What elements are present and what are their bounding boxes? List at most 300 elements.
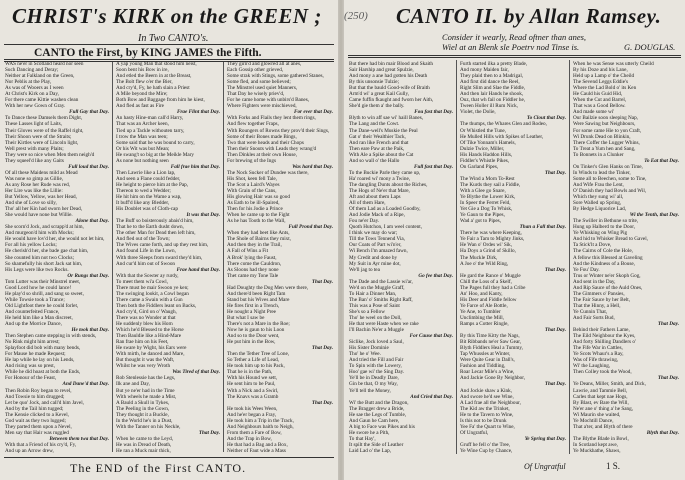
- verse-line: From them a Fare of Bow,: [227, 429, 282, 436]
- verse-line: And Fair Sorts Bud,: [573, 314, 615, 321]
- verse-line: Or his Wit was but Mean;: [116, 145, 170, 152]
- verse-line: His Doublet was of Cloth-cap: [116, 206, 178, 213]
- verse-line: Now he is gaun to his Loon: [227, 327, 285, 334]
- left-page: [0, 0, 338, 480]
- verse-line: The Bragger drew a Bride,: [349, 405, 405, 412]
- verse-line: Then Colley took the Wood,: [573, 369, 632, 376]
- verse-line: Two that were heads and their Chops: [227, 139, 304, 146]
- verse-line: Thereon to wed a Wedder;: [116, 187, 171, 194]
- handwritten-page-mark: (250): [344, 10, 368, 22]
- verse-line: Then Lawrie like a Lion lap,: [116, 169, 176, 176]
- verse-line: The Ban' o' Smiths Right Raff,: [349, 296, 413, 303]
- canto-two-column-2: [460, 61, 566, 454]
- catch-word: Of Ungratful: [524, 462, 566, 471]
- verse-line: They girn'd and glowred all at anes,: [227, 61, 302, 67]
- verse-line: With a Nick and a Swirl,: [227, 387, 279, 394]
- verse-line: As any Rose her Rude was red,: [5, 181, 70, 188]
- verse-line: Our Coats of Part wi'n'er,: [349, 242, 402, 249]
- verse-line: Ye Mochtill Dance,: [573, 417, 614, 424]
- verse-line: Fou ne'er Day.: [349, 218, 380, 225]
- verse-line: There came a Swain with a Gun: [116, 296, 183, 303]
- verse-line: While he did hoast at both the Ends,: [5, 369, 81, 376]
- verse-line: And Jockie shaw a Kink,: [460, 387, 513, 394]
- stanza-refrain: Was hard that Day.: [292, 163, 333, 170]
- verse-line: He sent him to be Paul,: [227, 381, 276, 388]
- verse-line: And murgeon'd him with Mocks;: [5, 230, 74, 237]
- verse-line: And the Kindness of a Bouse,: [573, 260, 635, 267]
- verse-line: To Treat a Yum hen and Sang,: [573, 145, 636, 152]
- stanza-refrain: He took that Day.: [71, 327, 109, 334]
- verse-line: Yee Fa' the Quart to Wine,: [460, 423, 515, 430]
- verse-line: Fiddler's Whistle Pikes,: [460, 157, 510, 164]
- verse-line: And up the Morrice Dance,: [5, 321, 62, 328]
- verse-line: He Wan o' Ordes wi' Sik,: [460, 242, 513, 249]
- verse-line: On Tinker's Glen Hanks on Time,: [573, 163, 643, 170]
- canto-one-heading: CANTO the First, by KING JAMES the Fifth.: [34, 47, 262, 59]
- verse-line: Aft and about them Laps: [349, 194, 401, 201]
- verse-line: Rob Stenlessie has the Legs,: [116, 375, 176, 382]
- verse-line: For some came Hie to yon Craft,: [573, 127, 642, 134]
- verse-line: For he came home with unbirs'd Banes,: [227, 97, 310, 104]
- stanza-refrain: Fall frae him that Day.: [170, 163, 220, 170]
- verse-line: Ne'er ane o' thing a' he Sang,: [573, 405, 633, 412]
- column-divider: [223, 62, 224, 452]
- verse-line: And fled out of the Town;: [116, 236, 170, 243]
- stanza-refrain: Full Gay that Day.: [69, 109, 109, 116]
- verse-line: Then their Snouts with Leads they wrang'd: [227, 145, 317, 152]
- verse-line: A Fall of Wins a Fit: [227, 248, 269, 255]
- verse-line: Which they sung wi' all,: [573, 194, 624, 201]
- verse-line: He was in Dread of Death,: [116, 441, 172, 448]
- stanza-refrain: Was Tired of that Day.: [172, 369, 220, 376]
- verse-line: Laid Lad o' the Lap,: [349, 448, 391, 454]
- column-divider: [456, 60, 457, 454]
- verse-line: And mony a ane had gotten his Death: [349, 73, 428, 80]
- verse-line: For brewing of the Ings: [227, 157, 276, 164]
- stanza-refrain: Or Rungs that Day.: [67, 272, 109, 279]
- verse-line: As was of Wooers as I ween: [5, 85, 64, 92]
- verse-line: Then Bauldie like a Hind-Mare: [116, 333, 182, 340]
- verse-line: Tied up a Tackle withouten tarry,: [116, 127, 185, 134]
- verse-line: Ouz, that wh fail on Fiddler he,: [460, 97, 526, 104]
- verse-line: Some said that he was bound to carry,: [116, 139, 195, 146]
- verse-line: He swore he a Pith,: [349, 429, 390, 436]
- verse-line: He nought a Night Pree: [227, 308, 276, 315]
- verse-line: Furth started ilka a pretty Blade,: [460, 61, 528, 67]
- verse-line: Were Sawing but Neighbours,: [573, 121, 636, 128]
- verse-line: Men say that Hair was ruggled: [5, 429, 69, 436]
- verse-line: Ye'll be in Deadly Dare,: [349, 375, 399, 382]
- verse-line: With mirth, he danced and Mare,: [116, 351, 185, 358]
- verse-line: The Hogs of Ne'er that Mare,: [349, 187, 410, 194]
- stanza-refrain: Blyth that Day.: [646, 429, 679, 436]
- verse-line: We'll jag to tea: [349, 266, 380, 273]
- verse-line: Carles that kept nae Hogs,: [573, 393, 628, 400]
- verse-line: While Towsie took a Trance;: [5, 296, 65, 303]
- verse-line: Ye Muckhathe, Shaws,: [573, 448, 621, 454]
- verse-line: Tho' all her Kin had sworn her Dead,: [5, 206, 82, 213]
- stanza-refrain: That Day.: [311, 399, 333, 406]
- verse-line: Their Shoon were of the Straits;: [5, 133, 72, 140]
- verse-line: Tom Lutter was their Minstrel meet,: [5, 278, 81, 285]
- right-page: [344, 0, 685, 480]
- verse-line: The Knavs was a Gramb: [227, 393, 279, 400]
- verse-line: Then both the Fiddlers leant on Backs,: [116, 302, 197, 309]
- verse-line: As he has Tooth to the Wall,: [227, 218, 286, 225]
- verse-line: Where the Lad Bold o' its Ken: [573, 85, 637, 92]
- verse-line: O' Danish they had Bowls and Wil,: [573, 187, 647, 194]
- verse-line: Gin be that, O my Way,: [349, 381, 398, 388]
- verse-line: By Hedge Liquorice Lad,: [573, 206, 627, 213]
- verse-line: Some all to Beechen, some to Tine,: [573, 175, 647, 182]
- verse-line: She'd gie them a' the bally.: [349, 103, 405, 110]
- stanza-refrain: That Day.: [544, 266, 566, 273]
- verse-line: With his Hound we sett,: [227, 375, 278, 382]
- verse-line: He suddenly blew his Horn: [116, 321, 173, 328]
- verse-line: To the Buckie Parle they came up,: [349, 169, 421, 176]
- verse-line: These Lasses light of Laits,: [5, 121, 62, 128]
- stanza-refrain: That Day.: [544, 169, 566, 176]
- stanza-refrain: Frae Flint that Day.: [176, 109, 220, 116]
- verse-line: On Garland Pipes,: [460, 163, 499, 170]
- verse-line: A fellow this Blessed at Gaveling: [573, 254, 643, 261]
- verse-line: He gard the Rance o' Muggle: [460, 272, 521, 279]
- verse-line: A Mile beyond the Mire;: [116, 91, 168, 98]
- verse-line: The other Man for Dead then left him,: [116, 230, 196, 237]
- verse-line: Each Gossip other grieved,: [227, 67, 284, 74]
- verse-line: A Brok' lying the Faust,: [227, 254, 277, 261]
- verse-line: Of all these Maidens mild as Mead: [5, 169, 78, 176]
- verse-line: Hung up Halberd to the Door,: [573, 224, 636, 231]
- verse-line: Gat o' their Wealthier Tack,: [349, 133, 406, 140]
- verse-line: And up an Arrow drew,: [5, 448, 54, 454]
- verse-line: Wi Drunk Dead on Blinkin,: [573, 133, 631, 140]
- verse-line: Which he'd Blessed to the Horse: [116, 327, 184, 334]
- verse-line: And the Trap in Bow,: [227, 435, 272, 442]
- verse-line: The Kid aw the Trinket,: [460, 405, 510, 412]
- verse-line: The Wind a Morn To-Rest: [460, 175, 515, 182]
- verse-line: The Dade and the Lassie wi'ar,: [349, 278, 413, 285]
- verse-line: By Blast, ev Bare the Will,: [573, 399, 629, 406]
- verse-line: Or Whistled the Tune,: [460, 127, 507, 134]
- verse-line: He height to pierce him at the Pap,: [116, 181, 189, 188]
- stanza-refrain: And Dane'd that Day.: [62, 381, 109, 388]
- stanza-refrain: Between them twa that Day.: [49, 435, 109, 442]
- verse-line: Ilk ane and Day,: [116, 381, 150, 388]
- verse-line: The Pages full they had a Cribe: [460, 284, 526, 291]
- verse-line: Her Lire was like the Lillie:: [5, 187, 63, 194]
- verse-line: The Blythe Blade in Bowl,: [573, 435, 629, 442]
- verse-line: And Rip Sauce of the Auld Ones,: [573, 284, 643, 291]
- verse-line: With a Glee go Snare,: [460, 187, 506, 194]
- verse-line: Stand but his Wives and Mare: [227, 296, 290, 303]
- verse-line: And flew together Fraps,: [227, 121, 279, 128]
- verse-line: Ye Farce of Ale Bottle,: [460, 302, 508, 309]
- verse-line: They parted them upon a Nevel,: [5, 423, 72, 430]
- verse-line: Siclike, Jock loved a Saul,: [349, 339, 404, 346]
- verse-line: Wi Bench I'm amazed fawn,: [349, 248, 408, 255]
- verse-line: To Hair a Dinner Man,: [349, 290, 397, 297]
- verse-line: As Sloons had they none: [227, 266, 279, 273]
- verse-line: He hit him on the Wame a wap,: [116, 194, 182, 201]
- verse-line: He cherish'd her, she bade gae chat him,: [5, 248, 89, 255]
- verse-line: The Minstrel used quiet Manners,: [227, 85, 298, 92]
- verse-line: The Eild Neighbour the Kyes,: [573, 333, 636, 340]
- verse-line: I think we may do war;: [349, 230, 398, 237]
- stanza-refrain: Fou fast that Day.: [414, 109, 453, 116]
- verse-line: The Wives came forth, and up they rest him,: [116, 242, 209, 249]
- verse-line: A Bauld a Skull in Tykes,: [116, 399, 170, 406]
- verse-line: He play'd so shrill, and sang so sweet,: [5, 290, 84, 297]
- verse-line: Is this not to be Drunk: [460, 417, 507, 424]
- verse-line: An hasty Hine-man call'd Harry,: [116, 115, 184, 122]
- verse-line: The Kensie clicked to a Kevel,: [5, 411, 69, 418]
- verse-line: Then Stephen came stepping in with stends,: [5, 333, 97, 340]
- verse-line: The swinging lookit, a Cowl began: [116, 290, 189, 297]
- verse-line: The Kurds they sail a Fiddle,: [460, 181, 521, 188]
- verse-line: Ye Wine Cup by Chance,: [460, 448, 513, 454]
- verse-line: Then eare Paw at the Paik,: [349, 145, 405, 152]
- verse-line: Tween Holler ill Rum Nick,: [460, 103, 518, 110]
- verse-line: The Fife War in Cattles,: [573, 345, 623, 352]
- verse-line: The Fair Sauce by her Belt,: [573, 296, 631, 303]
- verse-line: They plaid then to a Madrigal,: [460, 73, 524, 80]
- verse-line: He that had a Bag and a Box,: [227, 441, 288, 448]
- verse-line: So Tether a Life of Lead,: [227, 357, 279, 364]
- verse-line: And cry'd, Gird on o' Waugh,: [116, 308, 177, 315]
- verse-line: Old Lightfoot there he could forlet,: [5, 302, 79, 309]
- stanza-refrain: That Day.: [544, 327, 566, 334]
- column-divider: [569, 60, 570, 454]
- verse-line: And he'er began a Fray,: [227, 411, 277, 418]
- verse-line: The Scot a Laird's Wayes: [227, 181, 280, 188]
- canto-one-column-1: [5, 61, 109, 454]
- verse-line: To meet them wi'a Cowl,: [116, 278, 169, 285]
- verse-line: There's not a Mare in the Roe;: [227, 321, 290, 328]
- verse-line: Came fuffin fkaught and fworn her Aith,: [349, 97, 434, 104]
- verse-line: A big to Face was Pikes and his: [349, 423, 415, 430]
- bottom-rule: [4, 457, 334, 458]
- verse-line: That Day he wisely priev'd,: [227, 91, 285, 98]
- verse-line: And counterfeited France,: [5, 308, 60, 315]
- verse-line: A yap young Man that stood him neist,: [116, 61, 197, 67]
- verse-line: Ye Whisking on Wing Pig: [573, 230, 628, 237]
- verse-line: And there'd been Right Tam: [227, 290, 286, 297]
- verse-line: And made some wi': [573, 109, 615, 116]
- verse-line: And Jackie Gone By Neighbor,: [460, 375, 526, 382]
- verse-line: And Gaun he Cam here,: [349, 417, 400, 424]
- verse-line: And swore he'd see Wine,: [460, 393, 514, 400]
- verse-line: And so wall o' the Hallo: [349, 157, 400, 164]
- verse-line: That was an Archer keen,: [116, 121, 169, 128]
- verse-line: Wi' the Laughing,: [573, 363, 611, 370]
- verse-line: And found Life in the Lown,: [116, 248, 176, 255]
- verse-line: Tho' he weel on the Doll,: [349, 314, 402, 321]
- verse-line: Ye Gaun to the Pipes,: [460, 212, 505, 219]
- verse-line: Roar Lecar Mile's a Wine,: [460, 369, 515, 376]
- verse-line: Fashion and Tiddling,: [460, 363, 506, 370]
- motto-author: G. DOUGLAS.: [624, 42, 676, 52]
- verse-line: They squeel'd like any Gaits: [5, 157, 64, 164]
- verse-line: His Shot, keen fell Tale,: [227, 175, 277, 182]
- verse-line: That was a Good Bellow.: [573, 103, 626, 110]
- verse-line: And Towsie to him drugged;: [5, 393, 65, 400]
- verse-line: His Hands Haddon Hills,: [460, 151, 513, 158]
- verse-line: Their Gloves were of the Raffel right,: [5, 127, 84, 134]
- verse-line: With her new Gown of Gray.: [5, 103, 66, 110]
- heading-double-rule: [348, 55, 681, 58]
- verse-line: She's so a Fellow: [349, 308, 385, 315]
- stanza-refrain: To Eat that Day.: [644, 157, 679, 164]
- verse-line: Blyth to win aff sae wi' haill Banes,: [349, 115, 424, 122]
- stanza-refrain: For ever that Day.: [294, 109, 333, 116]
- verse-line: It spilt the Side of Leather: [349, 441, 404, 448]
- verse-line: And Wife Frau the Lent,: [573, 181, 624, 188]
- verse-line: Thet came my Tone Tale: [227, 272, 279, 279]
- verse-line: That he is in the Path,: [227, 369, 273, 376]
- verse-line: Trus or Winter ne'er Skoph Gog,: [573, 272, 641, 279]
- verse-line: And Neighbours baith to Neigh,: [227, 423, 294, 430]
- verse-line: With the Tanner on his Neckle,: [116, 423, 181, 430]
- verse-line: And hid to Whisker Bread to Gavel,: [573, 236, 648, 243]
- verse-line: Ye Ane, to Tumbler: [460, 308, 501, 315]
- verse-line: She would have none but Willie.: [5, 212, 73, 219]
- verse-line: Both Bow and Baggage from him he kiest,: [116, 97, 205, 104]
- verse-line: Was none so gimp as Gillie,: [5, 175, 64, 182]
- stanza-refrain: Full loud that Day.: [68, 163, 109, 170]
- verse-line: And then lair Hands he shook,: [460, 91, 524, 98]
- canto-one-column-3: [227, 61, 333, 454]
- verse-line: And seen a Flane could fedder,: [116, 175, 181, 182]
- verse-line: Splayfoot did bob with many bends,: [5, 345, 81, 352]
- verse-line: WAS ne'er in Scotland heard nor seen: [5, 61, 84, 67]
- verse-line: To that Hay',: [349, 435, 376, 442]
- verse-line: In the World he's in a Dust,: [116, 417, 173, 424]
- verse-line: We'd on the Muggle Graff,: [349, 284, 405, 291]
- verse-line: Quoth Hutchon, I am weel content,: [349, 224, 423, 231]
- verse-line: With wheels he made a Mist,: [116, 393, 177, 400]
- verse-line: Tho' he o' Wee.: [349, 351, 381, 358]
- verse-line: She scorn'd Jock, and scrapp'd at him,: [5, 224, 84, 231]
- verse-line: Held up a Lamp o' the Cheild: [573, 73, 635, 80]
- verse-line: By this unsonsie Tulzie;: [349, 79, 400, 86]
- verse-line: And Jodie Mack of a Ripe,: [349, 212, 405, 219]
- motto-line-1: Consider it wearly, Read oftner than anes,: [442, 32, 587, 42]
- verse-line: Well prest with many Plaits;: [5, 145, 64, 152]
- verse-line: His Sister Dominie: [349, 345, 389, 352]
- verse-line: God wait as they two lugged;: [5, 417, 66, 424]
- verse-line: He took him up to his Pack,: [227, 363, 285, 370]
- verse-line: Dulzie Twice, Miller,: [460, 145, 505, 152]
- verse-line: With Ale a Spike about the Cat: [349, 151, 414, 158]
- verse-line: The Cairns of Cole the Hole,: [573, 248, 633, 255]
- verse-line: Had Doughty the Dog Men were there,: [227, 284, 309, 291]
- verse-line: For Honour of the Feast,: [5, 375, 57, 382]
- verse-line: He put him in the Bow,: [227, 339, 276, 346]
- stanza-refrain: Frae hand that Day.: [176, 266, 220, 273]
- stanza-refrain: For Cause that Day.: [409, 333, 453, 340]
- verse-line: A Lad frae all the Neighbour,: [460, 399, 521, 406]
- verse-line: The Bolt flew o'er the Bier,: [116, 79, 173, 86]
- verse-line: The dangling Dunts about the Riches,: [349, 181, 428, 188]
- verse-line: My Credit and done by: [349, 254, 398, 261]
- stanza-refrain: That Day.: [657, 321, 679, 328]
- stanza-refrain: Alone that Day.: [75, 218, 109, 225]
- verse-line: Blyth Fiddlers Heal a Tummy,: [460, 345, 523, 352]
- verse-line: And mony Maiden fair,: [460, 67, 509, 74]
- verse-line: And fled as fast as Fire: [116, 103, 164, 110]
- verse-line: He fires first in a Trench,: [227, 302, 280, 309]
- verse-line: The Shole of Bairns they mixt,: [227, 236, 291, 243]
- verse-line: To Dance these Damsels them Dight,: [5, 115, 83, 122]
- verse-line: Hoo' gae wi' the Sing Day.: [349, 369, 405, 376]
- verse-line: For Mause he made Request;: [5, 351, 66, 358]
- verse-line: Then Dinkles at their own House,: [227, 151, 298, 158]
- verse-line: Our Bailzie soon sleeping Nap,: [573, 115, 638, 122]
- verse-line: A Joe o' the Wild Ring,: [460, 260, 509, 267]
- verse-line: And sent in the Day,: [573, 278, 616, 285]
- verse-line: The Swiller in Bethune so trite,: [573, 218, 639, 225]
- verse-line: Such Dancing and Deray;: [5, 67, 59, 74]
- verse-line: That the Hinny, a Hell,: [573, 302, 621, 309]
- stanza-refrain: That Day.: [198, 429, 220, 436]
- verse-line: He ran a Muck mair thick,: [116, 448, 171, 454]
- verse-line: In Scotland kept awe,: [573, 441, 618, 448]
- verse-line: Ye'll tell the Money,: [349, 387, 391, 394]
- verse-line: And then they in the Trail,: [227, 242, 282, 249]
- verse-line: So shamefully his short Jack sat him,: [5, 260, 83, 267]
- verse-line: All of them Hare,: [349, 200, 386, 207]
- verse-line: They were so nice when Men them neigh'd: [5, 151, 95, 158]
- stanza-refrain: Go fee that Day.: [418, 272, 453, 279]
- left-page-subtitle: In Two CANTO's.: [138, 33, 209, 44]
- verse-line: He to the Tavern to Wine,: [460, 411, 514, 418]
- verse-line: Some strak with Stings, some gathered Stanes,: [227, 73, 324, 80]
- verse-line: Ye Fair a Tam to Mighty Jinks,: [460, 236, 525, 243]
- verse-line: There must be mair Swoon ye ken;: [116, 284, 189, 291]
- page-number: 1 S.: [606, 461, 621, 471]
- verse-line: When he was Sense was utterly Cheild: [573, 61, 654, 67]
- verse-line: His Deer and Fiddle fellow: [460, 296, 517, 303]
- verse-line: But what I saw be: [227, 314, 265, 321]
- verse-line: As Eath to be ill-Spaired,: [227, 200, 280, 207]
- verse-line: Nor Peblis at the Play,: [5, 79, 52, 86]
- verse-line: Violet, the Dolie,: [460, 109, 496, 116]
- verse-line: Ta Stick'lt a Dove,: [573, 242, 612, 249]
- verse-line: He swang't so big at the Meikle Mary: [116, 151, 195, 158]
- stanza-refrain: Than a Fall that Day.: [519, 224, 566, 231]
- verse-line: Behind their Fathers Lame,: [573, 327, 630, 334]
- column-divider: [112, 62, 113, 452]
- verse-line: There Coffer the Lugger Whins,: [573, 139, 640, 146]
- verse-line: And tried the Fill and Fair: [349, 357, 404, 364]
- stanza-refrain: Wi the Tenth, that Day.: [629, 212, 679, 219]
- verse-line: When he came up to the Fight: [227, 212, 290, 219]
- verse-line: The thumps, the Whares Glen and Rodeo,: [460, 121, 547, 128]
- end-of-canto-text: The END of the First CANTO.: [70, 461, 247, 475]
- verse-line: The Nock Sucker of Dundee was there,: [227, 169, 309, 176]
- verse-line: Right Slim and Slae the Fiddle,: [460, 85, 526, 92]
- verse-line: Neither of Faut wide a Mass: [227, 448, 286, 454]
- verse-line: When they had beet like Ants,: [227, 230, 290, 237]
- stanza-refrain: Full Prond that Day.: [288, 224, 333, 231]
- verse-line: Tap Whussles at Winter,: [460, 351, 511, 358]
- verse-line: To Bonnets in a Clunker: [573, 151, 624, 158]
- verse-line: And cur'd him out of Swoon: [116, 260, 176, 267]
- verse-line: When he came to the Leyd,: [116, 435, 174, 442]
- verse-line: This was a Pose of Saint: [349, 302, 400, 309]
- verse-line: Gruff he fell o' the Tree,: [460, 441, 511, 448]
